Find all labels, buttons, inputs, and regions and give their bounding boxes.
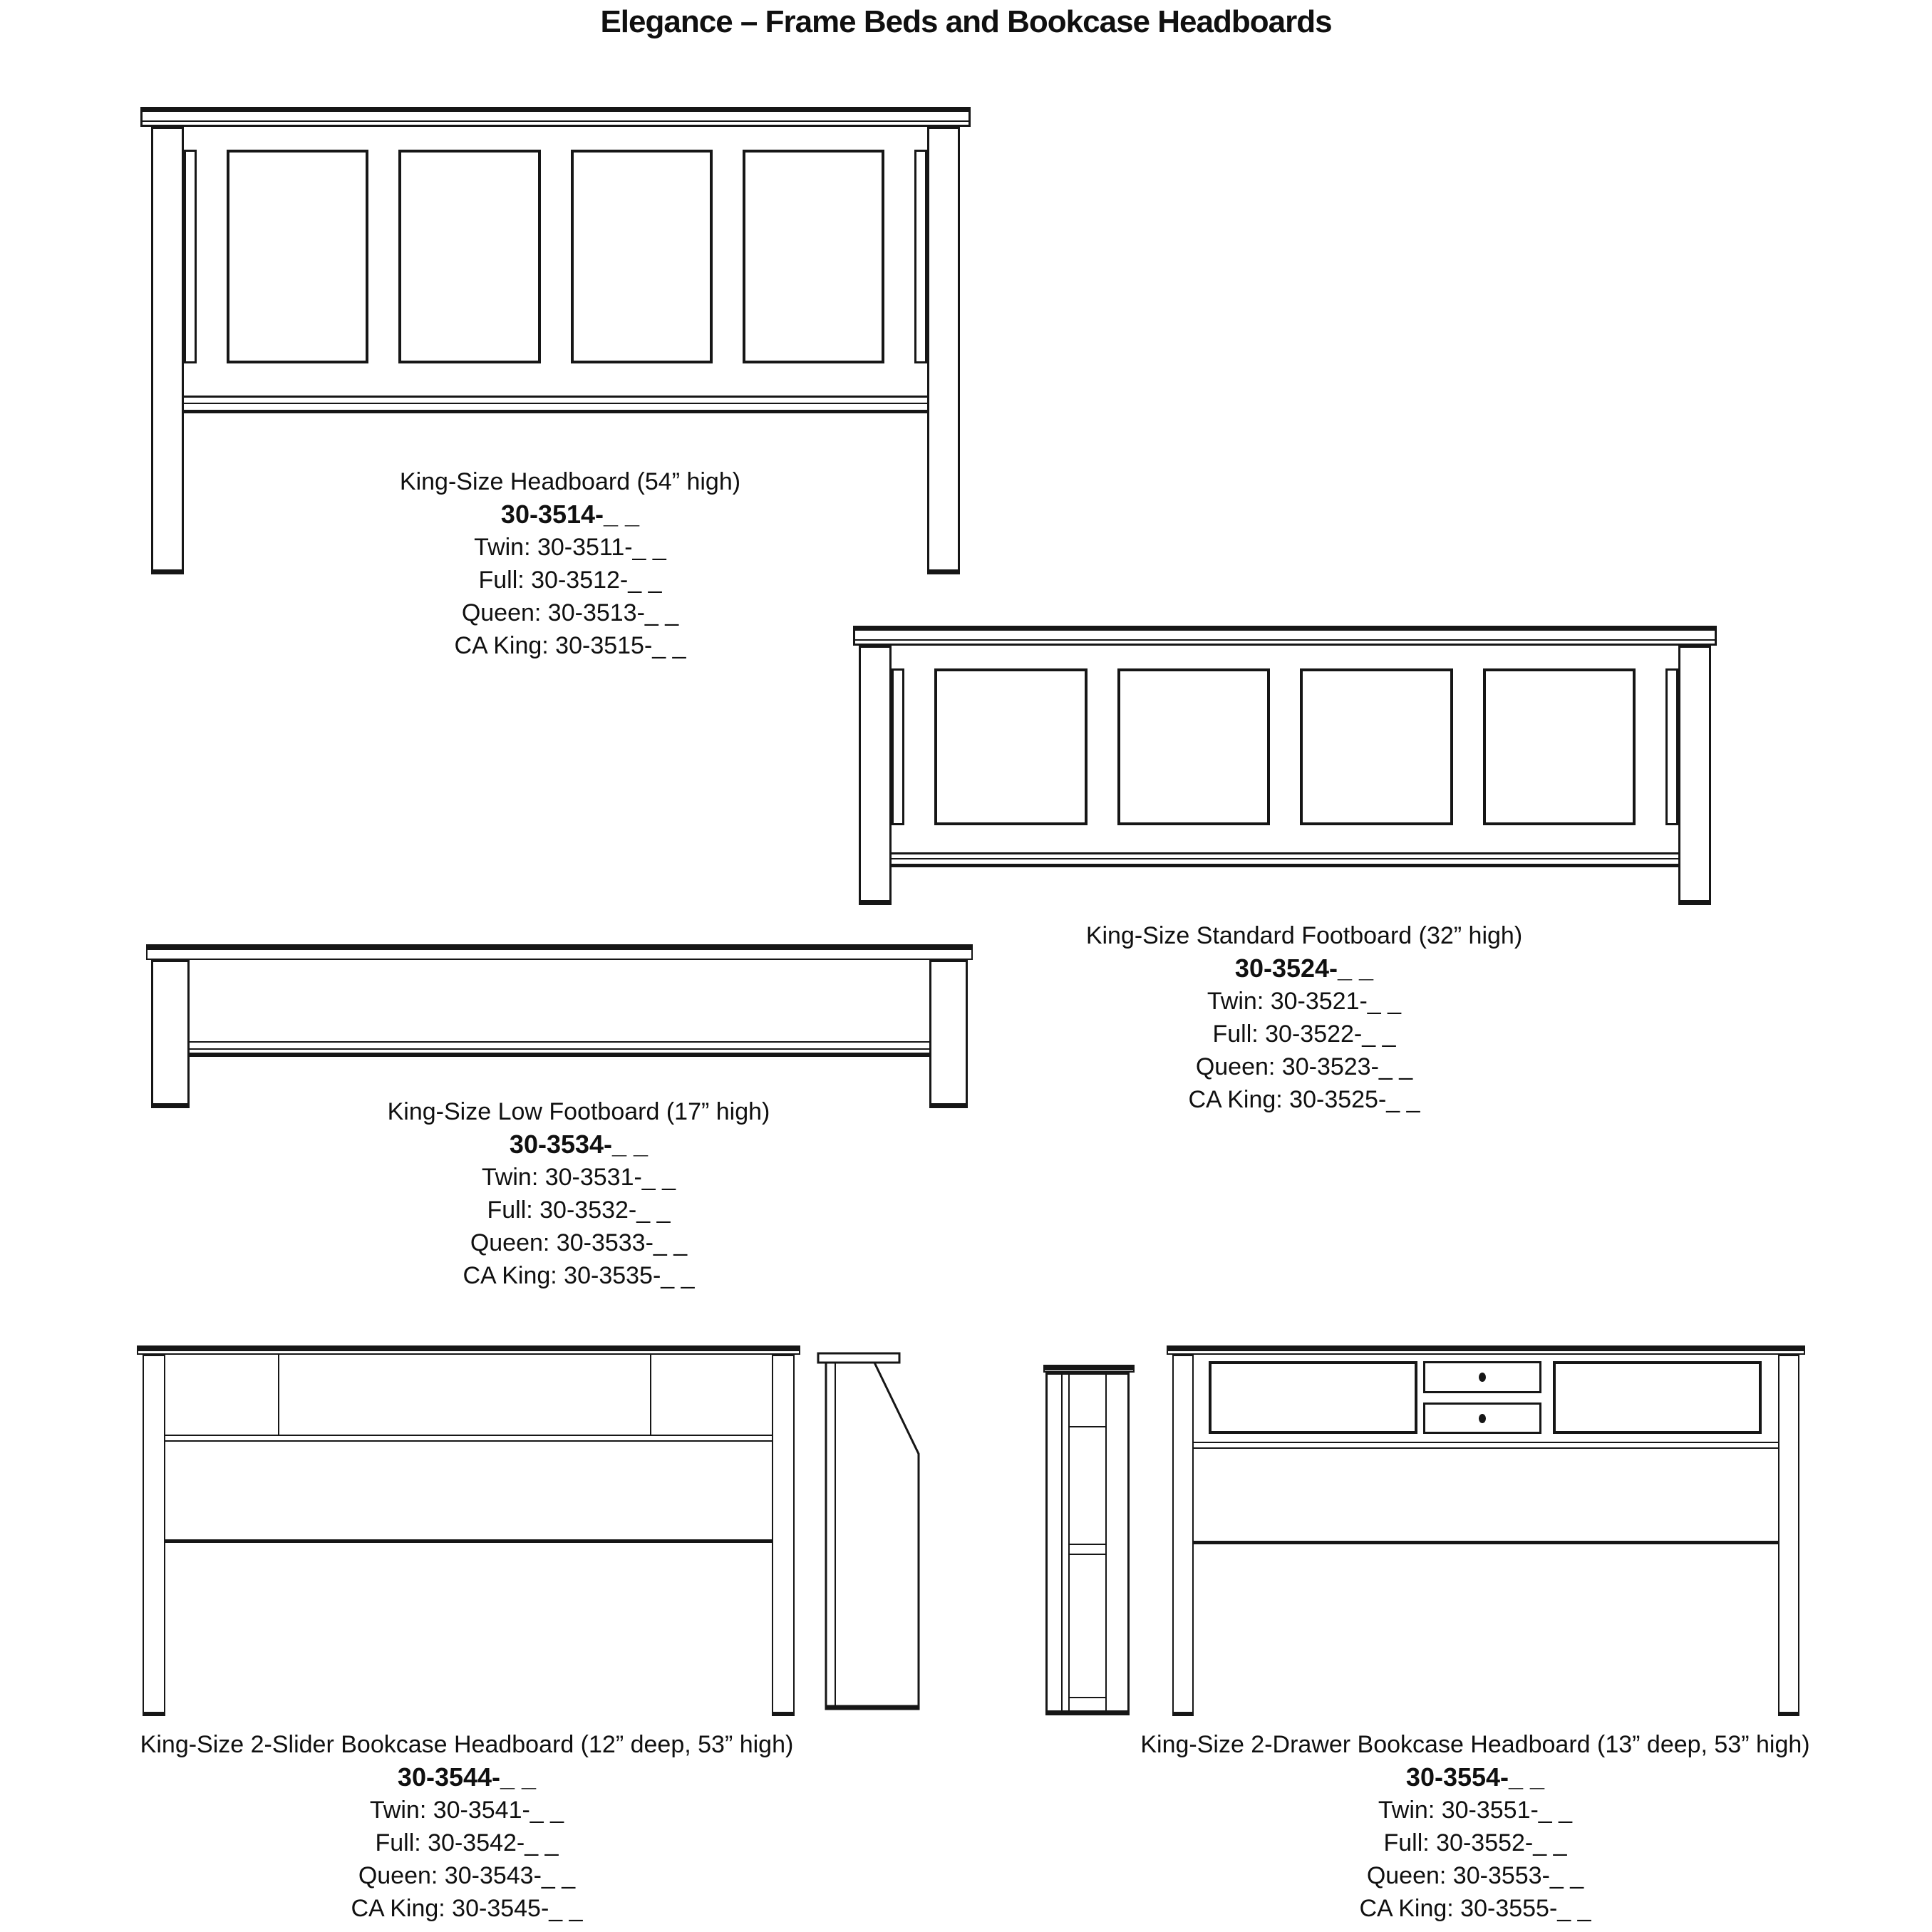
panel [398, 150, 540, 363]
side-stile-line [1105, 1375, 1107, 1713]
left-leg [143, 1355, 165, 1716]
edge-panel [892, 668, 904, 825]
crown-molding [140, 107, 971, 127]
product-name: King-Size 2-Slider Bookcase Headboard (12” deep, 53” high) [140, 1731, 794, 1758]
molding-profile-line [143, 120, 968, 122]
right-leg [927, 127, 960, 574]
variant-line: Full: 30-3532-_ _ [487, 1197, 671, 1224]
side-rail-line [1070, 1544, 1105, 1545]
bottom-rail-line [184, 396, 927, 398]
bed-rail-line [892, 864, 1678, 867]
variant-line: Full: 30-3552-_ _ [1383, 1829, 1567, 1856]
side-rail-line [1070, 1554, 1105, 1555]
edge-panel [914, 150, 927, 363]
product-model: 30-3544-_ _ [397, 1762, 537, 1792]
standard-footboard-drawing [853, 626, 1717, 911]
panel [1117, 668, 1271, 825]
variant-line: Twin: 30-3531-_ _ [481, 1164, 676, 1191]
shelf-line [165, 1435, 772, 1436]
shelf-divider [278, 1355, 279, 1435]
variant-line: Full: 30-3542-_ _ [375, 1829, 559, 1856]
variant-line: Queen: 30-3533-_ _ [470, 1229, 688, 1256]
variant-line: Twin: 30-3551-_ _ [1378, 1797, 1573, 1824]
product-name: King-Size Headboard (54” high) [399, 468, 741, 495]
variant-line: CA King: 30-3555-_ _ [1359, 1895, 1591, 1922]
product-model: 30-3514-_ _ [500, 500, 640, 529]
variant-line: Queen: 30-3553-_ _ [1366, 1862, 1584, 1889]
shelf-divider [650, 1355, 651, 1435]
cleat-line [190, 1048, 929, 1050]
side-rail-line [1070, 1697, 1105, 1698]
variant-line: CA King: 30-3545-_ _ [351, 1895, 583, 1922]
left-cubby [1209, 1361, 1417, 1434]
side-rail-line [1070, 1426, 1105, 1427]
panel [1300, 668, 1453, 825]
low-footboard-caption [294, 1095, 864, 1292]
product-name: King-Size 2-Drawer Bookcase Headboard (13” deep, 53” high) [1140, 1731, 1810, 1758]
top-drawer [1423, 1361, 1541, 1393]
variant-line: Full: 30-3522-_ _ [1212, 1021, 1396, 1048]
variant-line: Full: 30-3512-_ _ [478, 567, 662, 594]
side-stile-line [1061, 1375, 1063, 1713]
slider-bookcase-headboard-side [816, 1345, 930, 1716]
right-cubby [1553, 1361, 1762, 1434]
product-model: 30-3524-_ _ [1234, 954, 1374, 983]
left-leg [1172, 1355, 1194, 1716]
edge-panel [1665, 668, 1678, 825]
variant-line: Twin: 30-3511-_ _ [474, 534, 666, 561]
drawer-bookcase-headboard-front [1172, 1345, 1799, 1716]
crown-molding [853, 626, 1717, 646]
slider-bookcase-headboard-front [143, 1345, 795, 1716]
panel-row [184, 150, 927, 363]
variant-line: CA King: 30-3515-_ _ [454, 632, 686, 659]
shelf-line [1194, 1442, 1778, 1443]
right-leg [1678, 646, 1711, 905]
product-name: King-Size Standard Footboard (32” high) [1085, 922, 1523, 949]
panel-bottom-line [190, 1041, 929, 1043]
panel [934, 668, 1088, 825]
left-leg [151, 960, 190, 1108]
panel [571, 150, 713, 363]
bottom-drawer [1423, 1402, 1541, 1434]
bed-rail-line [1194, 1541, 1778, 1544]
bed-rail-line [190, 1053, 929, 1057]
bottom-rail-line [892, 852, 1678, 854]
variant-line: Queen: 30-3543-_ _ [358, 1862, 576, 1889]
page-title: Elegance – Frame Beds and Bookcase Headboards [600, 4, 1332, 39]
left-leg [151, 127, 184, 574]
side-profile-outline [826, 1363, 919, 1709]
left-leg [859, 646, 892, 905]
low-footboard-drawing [146, 944, 973, 1112]
slider-bookcase-caption [75, 1728, 859, 1925]
top-cap [137, 1345, 800, 1355]
top-cap [146, 944, 973, 960]
shelf-line [165, 1440, 772, 1442]
panel [743, 150, 884, 363]
variant-line: CA King: 30-3525-_ _ [1188, 1086, 1420, 1113]
product-model: 30-3534-_ _ [509, 1130, 649, 1159]
top-cap [1167, 1345, 1805, 1355]
drawer-knob [1479, 1373, 1486, 1382]
variant-line: Twin: 30-3521-_ _ [1207, 988, 1402, 1015]
bed-rail-line [184, 410, 927, 413]
side-cap [1043, 1365, 1135, 1373]
panel-row [892, 668, 1678, 825]
edge-panel [184, 150, 197, 363]
drawer-bookcase-caption [1083, 1728, 1867, 1925]
drawer-knob [1479, 1414, 1486, 1423]
variant-line: Queen: 30-3513-_ _ [461, 599, 679, 626]
side-cap [818, 1353, 899, 1363]
product-model: 30-3554-_ _ [1405, 1762, 1545, 1792]
cleat-line [892, 858, 1678, 859]
panel [227, 150, 368, 363]
drawer-bookcase-headboard-side [1045, 1365, 1130, 1715]
molding-profile-line [855, 639, 1715, 641]
product-name: King-Size Low Footboard (17” high) [387, 1098, 770, 1125]
right-leg [1778, 1355, 1799, 1716]
king-headboard-caption [285, 465, 855, 662]
variant-line: Queen: 30-3523-_ _ [1195, 1053, 1413, 1080]
standard-footboard-caption [1019, 919, 1589, 1116]
bed-rail-line [165, 1539, 772, 1543]
right-leg [772, 1355, 795, 1716]
right-leg [929, 960, 968, 1108]
variant-line: Twin: 30-3541-_ _ [369, 1797, 564, 1824]
cleat-line [184, 403, 927, 404]
variant-line: CA King: 30-3535-_ _ [463, 1262, 695, 1289]
panel [1483, 668, 1636, 825]
shelf-line [1194, 1447, 1778, 1449]
